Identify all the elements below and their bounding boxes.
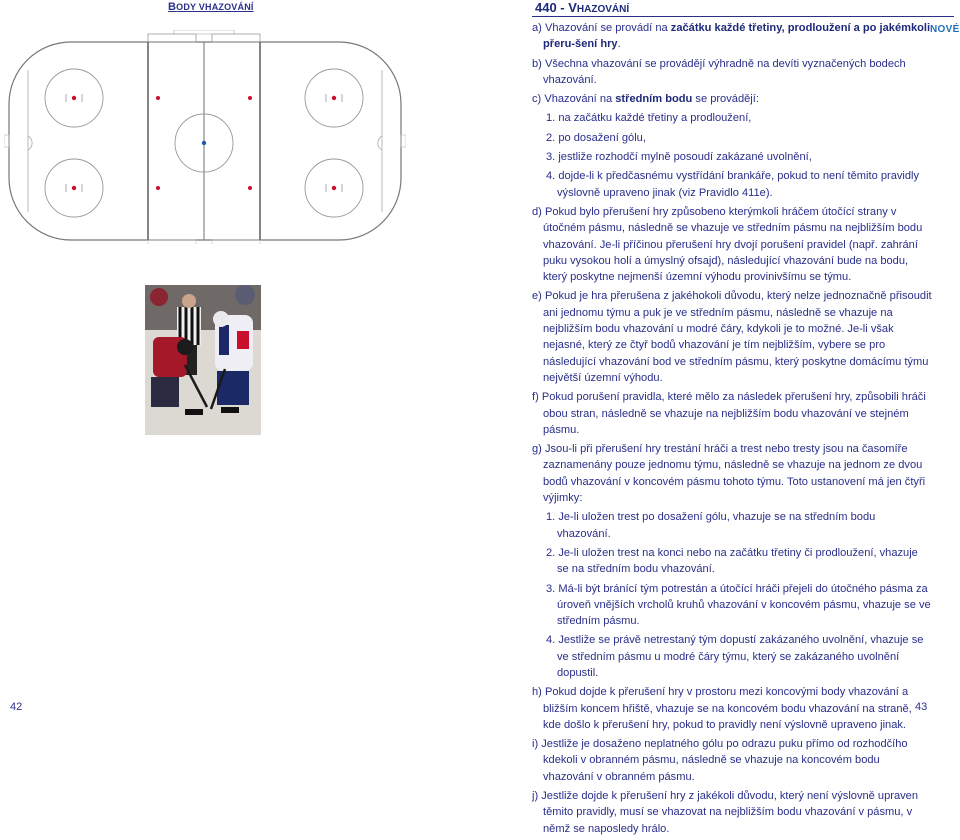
- rule-g-item: 2. Je-li uložen trest na konci nebo na začátku třetiny či prodloužení, vhazuje se na středním bodu vhazování.: [546, 546, 918, 576]
- rule-a: [532, 20, 932, 53]
- rule-c-pre: c) Vhazování na: [532, 93, 616, 106]
- nove-badge: NOVÉ: [930, 24, 960, 35]
- rule-title-rest: HAZOVÁNÍ: [576, 4, 630, 15]
- ice-rink-diagram: [4, 30, 406, 244]
- rule-i: i) Jestliže je dosaženo neplatného gólu po odrazu puku přímo od rozhodčího kdekoli v obranném pásmu, následně se vhazuje na koncovém bodu vhazování v obranném pásmu.: [532, 738, 908, 783]
- rule-c-item: 4. dojde-li k předčasnému vystřídání brankáře, pokud to není těmito pravidly výslovně upraveno jinak (viz Pravidlo 411e).: [546, 170, 920, 199]
- left-title-first-letter: B: [168, 1, 177, 13]
- rule-c-item: 1. na začátku každé třetiny a prodloužení,: [546, 112, 752, 125]
- rule-g-item: 3. Má-li být bránící tým potrestán a útočící hráči přejeli do útočného pásma za úroveň vnějších vrcholů kruhů vhazování v koncovém pásmu, vhazuje se ve středním pásmu.: [546, 582, 931, 628]
- rule-title: [535, 0, 629, 15]
- rule-b: b) Všechna vhazování se provádějí výhradně na devíti vyznačených bodech vhazování.: [532, 57, 906, 86]
- rule-a-bold: začátku každé třetiny, prodloužení a po jakémkoli přeru-šení hry: [543, 22, 931, 51]
- rule-d: d) Pokud bylo přerušení hry způsobeno kterýmkoli hráčem útočící strany v útočném pásmu, následně se vhazuje ve středním pásmu na nejbližším bodu vhazování. Je-li příčinou přerušení hry dvojí porušení pravidel (např. zahrání puku vysokou holí a úmyslný ofsajd), následující vhazování bude na bodu, který poskytne nejmenší územní výhodu provinivšímu se týmu.: [532, 205, 923, 284]
- rule-c-item: 3. jestliže rozhodčí mylně posoudí zakázané uvolnění,: [546, 151, 812, 164]
- rule-a-pre: a) Vhazování se provádí na: [532, 22, 671, 34]
- rule-a-post: .: [617, 38, 621, 51]
- rule-f: f) Pokud porušení pravidla, které mělo za následek přerušení hry, způsobili hráči obou stran, následně se vhazuje na nejbližším bodu vhazování ve stejném pásmu.: [532, 391, 926, 436]
- rule-c-bold: středním bodu: [615, 93, 693, 106]
- rule-h: h) Pokud dojde k přerušení hry v prostoru mezi koncovými body vhazování a bližším koncem hřiště, vhazuje se na koncovém bodu vhazování na straně, kde došlo k přerušení hry, pokud to pravidly není výslovně upraveno jinak.: [532, 686, 912, 731]
- rule-c: [532, 91, 932, 107]
- rule-g-item: 4. Jestliže se právě netrestaný tým dopustí zakázaného uvolnění, vhazuje se ve středním pásmu u modré čáry týmu, který se zakázaného uvolnění dopustil.: [546, 634, 924, 679]
- left-title-rest: ODY VHAZOVÁNÍ: [176, 2, 254, 12]
- rule-c-item: 2. po dosažení gólu,: [546, 131, 646, 144]
- left-page-title: [168, 1, 254, 13]
- page-number-right: 43: [915, 701, 928, 713]
- page-number-left: 42: [10, 701, 23, 713]
- rule-g: g) Jsou-li při přerušení hry trestání hráči a trest nebo tresty jsou na časomíře zaznamenány pouze jednomu týmu, následně se vhazuje na jednom ze dvou bodů vhazování v koncovém pásmu tohoto týmu. Toto ustanovení má jen čtyři výjimky:: [532, 443, 926, 505]
- rules-text: [532, 20, 932, 840]
- rule-g-item: 1. Je-li uložen trest po dosažení gólu, vhazuje se na středním bodu vhazování.: [546, 511, 876, 540]
- rule-title-number: 440 - V: [535, 0, 577, 15]
- rule-c-post: se provádějí:: [692, 93, 759, 106]
- faceoff-photo: [145, 285, 261, 435]
- rule-e: e) Pokud je hra přerušena z jakéhokoli důvodu, který nelze jednoznačně přisoudit ani jednomu týmu a puk je ve středním pásmu, následně se vhazuje na nejbližším bodu vhazování u modré čáry, kdykoli je to možné. Je-li však nejasné, který ze čtyř bodů vhazování je tím nejbližším, vybere se pro následující vhazování bod ve středním pásmu, který poskytne domácímu týmu největší územní výhodu.: [532, 290, 932, 384]
- rule-j: j) Jestliže dojde k přerušení hry z jakékoli důvodu, který není výslovně upraven těmito pravidly, musí se vhazovat na nejbližším bodu vhazování v pásmu, v němž se naposledy hrálo.: [532, 790, 919, 835]
